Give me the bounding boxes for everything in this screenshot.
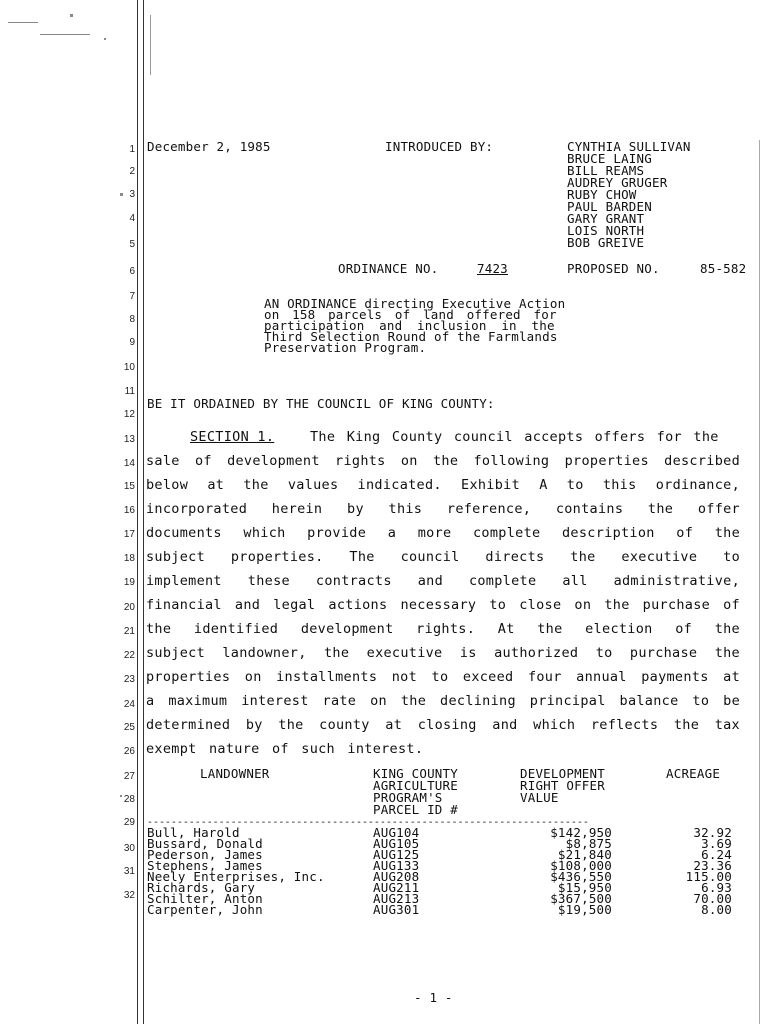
line-number: 5 <box>129 239 135 250</box>
proposed-number: 85-582 <box>700 261 747 276</box>
line-number: 31 <box>123 866 135 877</box>
right-margin-rule <box>759 140 760 1024</box>
section-text-line: incorporated herein by this reference, contains the offer <box>146 501 740 517</box>
acreage-cell: 6.93 <box>701 880 732 895</box>
introduced-by-label: INTRODUCED BY: <box>385 139 494 154</box>
section-text-line: financial and legal actions necessary to close on the purchase of <box>146 597 740 613</box>
title-line: Third Selection Round of the Farmlands <box>264 329 558 344</box>
sponsor-name: GARY GRANT <box>567 211 645 226</box>
line-number: 20 <box>123 602 135 613</box>
section-heading: SECTION 1. <box>190 429 275 445</box>
proposed-number-label: PROPOSED NO. <box>567 261 660 276</box>
col-header-value-line: VALUE <box>520 790 559 805</box>
scan-speck <box>40 34 90 35</box>
left-margin-rule-inner <box>143 0 144 1024</box>
line-number: 23 <box>123 674 135 685</box>
col-header-acreage: ACREAGE <box>666 766 721 781</box>
section-text-line: exempt nature of such interest. <box>146 741 424 757</box>
line-number: 16 <box>123 505 135 516</box>
sponsor-name: BILL REAMS <box>567 163 645 178</box>
section-first-line: The King County council accepts offers for the <box>310 429 719 445</box>
line-number: 24 <box>123 699 135 710</box>
title-line: participation and inclusion in the <box>264 318 555 333</box>
scan-speck <box>8 22 38 23</box>
landowner-cell: Bussard, Donald <box>147 836 263 851</box>
parcel-id-cell: AUG104 <box>373 825 420 840</box>
line-number: 17 <box>123 529 135 540</box>
acreage-cell: 115.00 <box>685 869 732 884</box>
parcel-id-cell: AUG211 <box>373 880 420 895</box>
col-header-value-line: RIGHT OFFER <box>520 778 605 793</box>
line-number: 18 <box>123 553 135 564</box>
landowner-cell: Schilter, Anton <box>147 891 263 906</box>
scan-speck <box>104 38 106 40</box>
parcel-id-cell: AUG125 <box>373 847 420 862</box>
parcel-id-cell: AUG133 <box>373 858 420 873</box>
acreage-cell: 70.00 <box>693 891 732 906</box>
line-number: 29 <box>123 817 135 828</box>
offer-value-cell: $21,840 <box>557 847 612 862</box>
line-number: 4 <box>129 213 135 224</box>
section-text-line: a maximum interest rate on the declining principal balance to be <box>146 693 740 709</box>
page-number: - 1 - <box>414 990 453 1005</box>
left-margin-rule-faint <box>150 15 151 75</box>
title-line: AN ORDINANCE directing Executive Action <box>264 296 566 311</box>
line-number: 25 <box>123 722 135 733</box>
line-number: 12 <box>123 409 135 420</box>
acreage-cell: 32.92 <box>693 825 732 840</box>
landowner-cell: Richards, Gary <box>147 880 256 895</box>
left-margin-rule-outer <box>137 0 138 1024</box>
col-header-value-line: DEVELOPMENT <box>520 766 605 781</box>
ordinance-number-label: ORDINANCE NO. <box>338 261 439 276</box>
col-header-parcel-line: KING COUNTY <box>373 766 458 781</box>
parcel-id-cell: AUG301 <box>373 902 420 917</box>
sponsor-name: RUBY CHOW <box>567 187 637 202</box>
offer-value-cell: $15,950 <box>557 880 612 895</box>
offer-value-cell: $436,550 <box>550 869 612 884</box>
line-number: 22 <box>123 650 135 661</box>
line-number: 8 <box>129 314 135 325</box>
sponsor-name: CYNTHIA SULLIVAN <box>567 139 691 154</box>
table-rule: -------------------------------------------------------------------------- <box>147 817 589 828</box>
offer-value-cell: $8,875 <box>565 836 612 851</box>
line-number: 27 <box>123 771 135 782</box>
col-header-parcel-line: AGRICULTURE <box>373 778 458 793</box>
offer-value-cell: $19,500 <box>557 902 612 917</box>
section-text-line: sale of development rights on the following properties described <box>146 453 740 469</box>
col-header-landowner: LANDOWNER <box>200 766 270 781</box>
sponsor-name: PAUL BARDEN <box>567 199 652 214</box>
landowner-cell: Neely Enterprises, Inc. <box>147 869 325 884</box>
sponsor-name: BRUCE LAING <box>567 151 652 166</box>
acreage-cell: 8.00 <box>701 902 732 917</box>
title-line: Preservation Program. <box>264 340 427 355</box>
line-number: 15 <box>123 481 135 492</box>
line-number: 3 <box>129 189 135 200</box>
scan-speck <box>70 14 73 17</box>
landowner-cell: Pederson, James <box>147 847 263 862</box>
line-number: 10 <box>123 362 135 373</box>
col-header-parcel-line: PARCEL ID # <box>373 802 458 817</box>
line-number: 32 <box>123 890 135 901</box>
parcel-id-cell: AUG213 <box>373 891 420 906</box>
section-text-line: implement these contracts and complete all administrative, <box>146 573 740 589</box>
section-text-line: subject landowner, the executive is authorized to purchase the <box>146 645 740 661</box>
landowner-cell: Carpenter, John <box>147 902 263 917</box>
ordinance-number: 7423 <box>477 261 508 276</box>
section-text-line: documents which provide a more complete description of the <box>146 525 740 541</box>
title-line: on 158 parcels of land offered for <box>264 307 557 322</box>
offer-value-cell: $142,950 <box>550 825 612 840</box>
sponsor-name: BOB GREIVE <box>567 235 645 250</box>
section-text-line: the identified development rights. At the election of the <box>146 621 740 637</box>
landowner-cell: Stephens, James <box>147 858 263 873</box>
col-header-parcel-line: PROGRAM'S <box>373 790 443 805</box>
line-number: 14 <box>123 458 135 469</box>
parcel-id-cell: AUG208 <box>373 869 420 884</box>
enacting-clause: BE IT ORDAINED BY THE COUNCIL OF KING COUNTY: <box>147 396 495 411</box>
line-number: 13 <box>123 434 135 445</box>
line-number: 19 <box>123 577 135 588</box>
document-date: December 2, 1985 <box>147 139 271 154</box>
line-number: 2 <box>129 166 135 177</box>
acreage-cell: 3.69 <box>701 836 732 851</box>
sponsor-name: LOIS NORTH <box>567 223 645 238</box>
line-number: 1 <box>129 144 135 155</box>
line-number: 28 <box>123 794 135 805</box>
sponsor-name: AUDREY GRUGER <box>567 175 668 190</box>
section-text-line: determined by the county at closing and which reflects the tax <box>146 717 740 733</box>
line-number: 21 <box>123 626 135 637</box>
line-number: 9 <box>129 337 135 348</box>
acreage-cell: 23.36 <box>693 858 732 873</box>
parcel-id-cell: AUG105 <box>373 836 420 851</box>
acreage-cell: 6.24 <box>701 847 732 862</box>
section-text-line: properties on installments not to exceed four annual payments at <box>146 669 740 685</box>
offer-value-cell: $367,500 <box>550 891 612 906</box>
line-number: 7 <box>129 291 135 302</box>
section-text-line: below at the values indicated. Exhibit A to this ordinance, <box>146 477 740 493</box>
line-number: 6 <box>129 266 135 277</box>
line-number: 30 <box>123 843 135 854</box>
offer-value-cell: $108,000 <box>550 858 612 873</box>
section-text-line: subject properties. The council directs the executive to <box>146 549 740 565</box>
line-number: 11 <box>124 386 135 397</box>
line-number: 26 <box>123 746 135 757</box>
landowner-cell: Bull, Harold <box>147 825 240 840</box>
